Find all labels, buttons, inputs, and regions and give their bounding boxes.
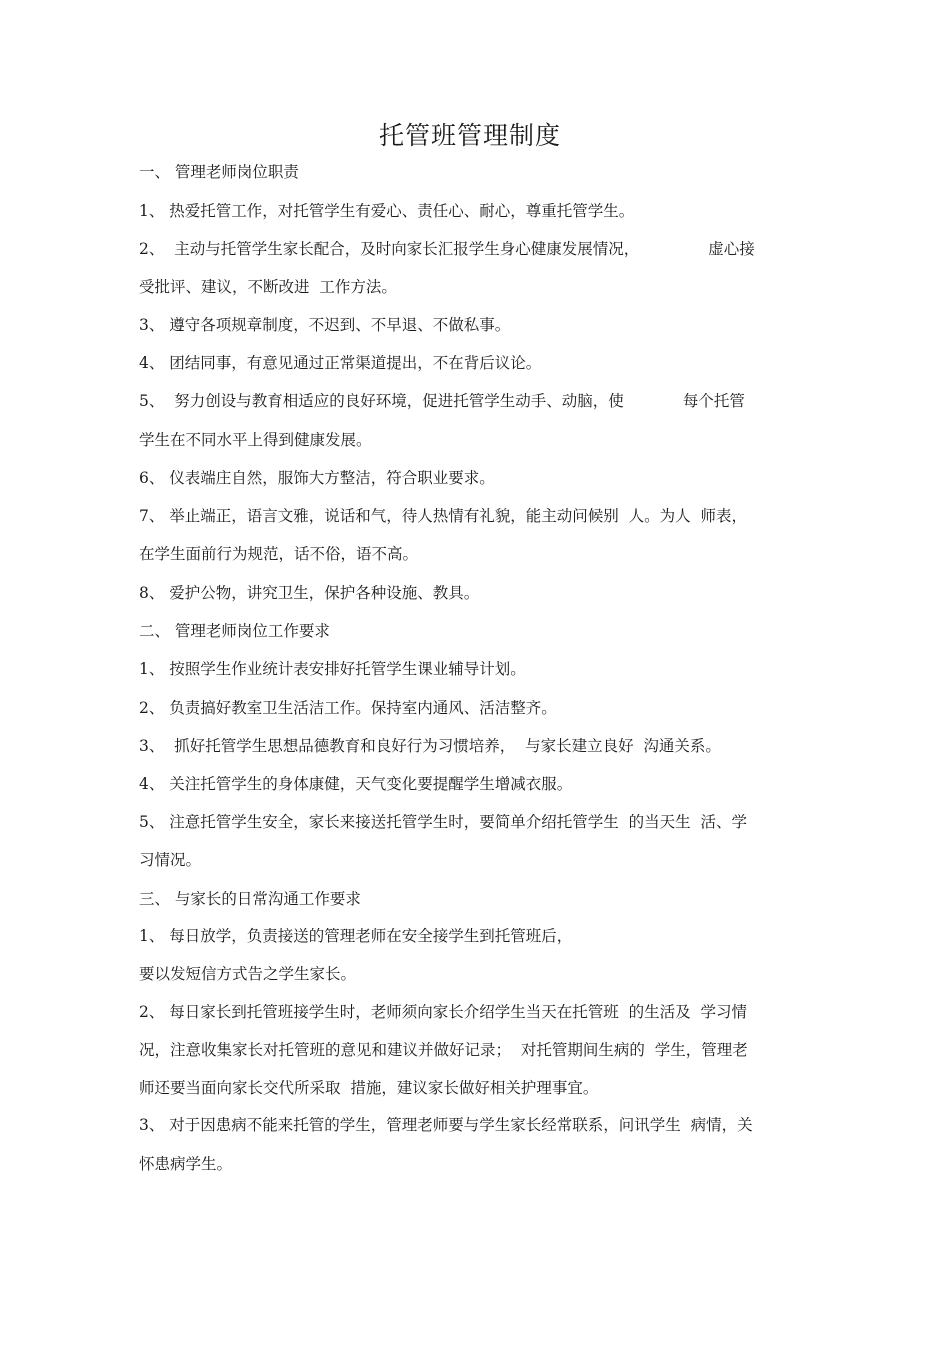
paragraph-line: 3、 抓好托管学生思想品德教育和良好行为习惯培养， 与家长建立良好 沟通关系。 [139, 737, 721, 755]
paragraph-line: 2、 每日家长到托管班接学生时，老师须向家长介绍学生当天在托管班 的生活及 学习情 [139, 1003, 747, 1021]
paragraph-line: 5、 注意托管学生安全，家长来接送托管学生时，要简单介绍托管学生 的当天生 活、学 [139, 813, 747, 831]
paragraph-line: 况，注意收集家长对托管班的意见和建议并做好记录； 对托管期间生病的 学生，管理老 [139, 1041, 748, 1059]
paragraph-line: 要以发短信方式告之学生家长。 [139, 965, 357, 983]
paragraph-line: 3、 遵守各项规章制度，不迟到、不早退、不做私事。 [139, 316, 511, 334]
paragraph-line: 受批评、建议，不断改进 工作方法。 [139, 278, 397, 296]
paragraph-line: 5、 努力创设与教育相适应的良好环境，促进托管学生动手、动脑，使 每个托管 [139, 392, 745, 410]
paragraph-line: 7、 举止端正，语言文雅，说话和气，待人热情有礼貌，能主动问候别 人。为人 师表， [139, 507, 747, 525]
paragraph-line: 习情况。 [139, 851, 202, 869]
page-title: 托管班管理制度 [378, 121, 561, 150]
paragraph-line: 6、 仪表端庄自然，服饰大方整洁，符合职业要求。 [139, 469, 495, 487]
paragraph-line: 8、 爱护公物，讲究卫生，保护各种设施、教具。 [139, 584, 480, 602]
paragraph-line: 4、 团结同事，有意见通过正常渠道提出，不在背后议论。 [139, 354, 542, 372]
paragraph-line: 2、 负责搞好教室卫生活洁工作。保持室内通风、活洁整齐。 [139, 699, 557, 717]
section-heading-3: 三、 与家长的日常沟通工作要求 [139, 890, 361, 908]
paragraph-line: 师还要当面向家长交代所采取 措施，建议家长做好相关护理事宜。 [139, 1079, 599, 1097]
paragraph-line: 1、 按照学生作业统计表安排好托管学生课业辅导计划。 [139, 660, 526, 678]
paragraph-line: 在学生面前行为规范，话不俗，语不高。 [139, 545, 419, 563]
paragraph-line: 怀患病学生。 [139, 1155, 233, 1173]
paragraph-line: 学生在不同水平上得到健康发展。 [139, 431, 372, 449]
paragraph-line: 3、 对于因患病不能来托管的学生，管理老师要与学生家长经常联系，问讯学生 病情，关 [139, 1116, 753, 1134]
paragraph-line: 4、 关注托管学生的身体康健，天气变化要提醒学生增减衣服。 [139, 775, 573, 793]
section-heading-1: 一、 管理老师岗位职责 [139, 163, 299, 181]
paragraph-line: 1、 每日放学，负责接送的管理老师在安全接学生到托管班后， [139, 927, 573, 945]
paragraph-line: 2、 主动与托管学生家长配合，及时向家长汇报学生身心健康发展情况， 虚心接 [139, 240, 755, 258]
paragraph-line: 1、 热爱托管工作，对托管学生有爱心、责任心、耐心，尊重托管学生。 [139, 202, 635, 220]
section-heading-2: 二、 管理老师岗位工作要求 [139, 622, 330, 640]
